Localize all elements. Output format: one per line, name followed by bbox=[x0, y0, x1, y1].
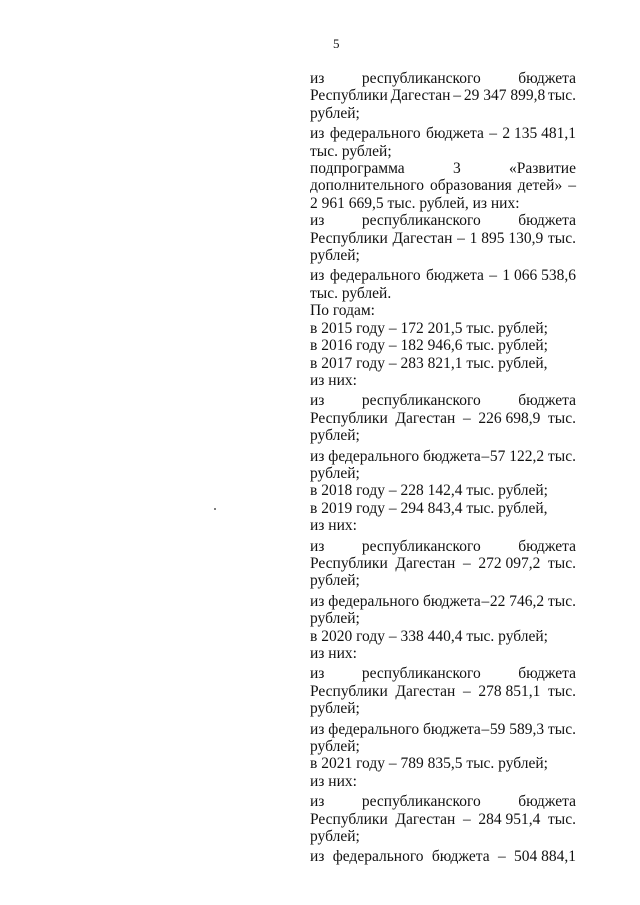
text-word: Дагестан bbox=[395, 409, 456, 427]
text-word: бюджета bbox=[518, 70, 576, 87]
text-line bbox=[310, 555, 576, 572]
page-number: 5 bbox=[333, 36, 340, 51]
text-line: из них: bbox=[310, 517, 357, 535]
text-word: Республики bbox=[310, 682, 388, 700]
text-line: рублей; bbox=[310, 738, 360, 756]
text-word: детей» bbox=[517, 177, 563, 195]
text-line bbox=[310, 811, 576, 828]
text-word: федерального bbox=[329, 125, 421, 143]
text-word: 1 066 538,6 bbox=[502, 267, 576, 285]
text-word: республиканского bbox=[361, 212, 481, 230]
text-word: – bbox=[462, 682, 471, 700]
text-word: 22 746,2 тыс. bbox=[489, 592, 576, 610]
text-word: бюджета bbox=[518, 793, 576, 811]
text-line: из них: bbox=[310, 645, 357, 662]
text-word: 1 895 130,9 bbox=[469, 229, 544, 247]
text-line: в 2020 году – 338 440,4 тыс. рублей; bbox=[310, 627, 548, 645]
text-word: Республики bbox=[310, 810, 388, 828]
text-word: бюджета bbox=[518, 392, 576, 410]
text-line: 2 961 669,5 тыс. рублей, из них: bbox=[310, 194, 520, 212]
text-word: бюджета bbox=[431, 848, 490, 866]
text-word: – bbox=[481, 592, 490, 610]
text-word: из bbox=[310, 848, 325, 866]
text-word: – bbox=[462, 409, 471, 427]
text-line: тыс. рублей. bbox=[310, 284, 392, 302]
text-line bbox=[310, 212, 576, 229]
text-line: из них: bbox=[310, 371, 357, 389]
text-line bbox=[310, 410, 576, 427]
text-word: бюджета bbox=[518, 212, 576, 230]
text-line: в 2019 году – 294 843,4 тыс. рублей, bbox=[310, 499, 548, 517]
text-word: «Развитие bbox=[509, 160, 576, 178]
text-word: Дагестан bbox=[395, 810, 456, 828]
text-line bbox=[310, 683, 576, 700]
text-word: 278 851,1 bbox=[478, 682, 541, 700]
text-line: По годам: bbox=[310, 302, 375, 320]
text-line: рублей; bbox=[310, 572, 360, 590]
scan-speck bbox=[214, 508, 216, 510]
text-word: Республики bbox=[310, 554, 388, 572]
text-line bbox=[310, 793, 576, 810]
text-line: в 2021 году – 789 835,5 тыс. рублей; bbox=[310, 755, 548, 773]
text-word: – bbox=[489, 125, 497, 143]
text-word: – bbox=[489, 267, 497, 285]
text-line bbox=[310, 448, 576, 465]
text-word: 2 135 481,1 bbox=[502, 125, 576, 143]
text-word: республиканского bbox=[361, 70, 481, 87]
text-line: в 2016 году – 182 946,6 тыс. рублей; bbox=[310, 337, 548, 355]
text-word: – bbox=[481, 447, 490, 465]
text-word: Дагестан bbox=[395, 682, 456, 700]
text-word: Республики bbox=[310, 87, 388, 105]
text-line bbox=[310, 538, 576, 555]
text-word: Республики bbox=[310, 409, 388, 427]
text-line bbox=[310, 177, 576, 194]
text-word: федерального bbox=[332, 848, 424, 866]
text-word: Дагестан bbox=[390, 87, 451, 105]
text-word: – bbox=[462, 810, 471, 828]
text-word: Республики bbox=[310, 229, 388, 247]
text-line: рублей; bbox=[310, 464, 360, 482]
text-word: из федерального бюджета bbox=[310, 592, 481, 610]
text-word: республиканского bbox=[361, 793, 481, 811]
text-line: рублей; bbox=[310, 104, 360, 122]
text-word: – bbox=[453, 87, 462, 105]
text-word: тыс. bbox=[548, 682, 576, 700]
text-word: – bbox=[497, 848, 506, 866]
text-word: бюджета bbox=[426, 267, 484, 285]
text-word: из bbox=[310, 392, 325, 410]
text-word: из bbox=[310, 70, 325, 87]
text-word: подпрограмма bbox=[310, 160, 405, 178]
text-line: рублей; bbox=[310, 610, 360, 628]
text-line: в 2018 году – 228 142,4 тыс. рублей; bbox=[310, 482, 548, 500]
text-line bbox=[310, 87, 576, 104]
text-word: – bbox=[568, 177, 576, 195]
text-word: бюджета bbox=[426, 125, 484, 143]
text-line bbox=[310, 665, 576, 682]
text-word: 3 bbox=[452, 160, 461, 178]
text-word: из bbox=[310, 212, 325, 230]
text-word: из bbox=[310, 665, 325, 683]
text-word: из федерального бюджета bbox=[310, 720, 481, 738]
text-word: республиканского bbox=[361, 537, 481, 555]
text-line bbox=[310, 848, 576, 865]
text-word: 29 347 899,8 bbox=[463, 87, 546, 105]
text-word: 504 884,1 bbox=[513, 848, 576, 866]
text-word: из bbox=[310, 537, 325, 555]
text-line bbox=[310, 392, 576, 409]
text-word: из bbox=[310, 125, 325, 143]
text-word: 272 097,2 bbox=[478, 554, 541, 572]
text-line: из них: bbox=[310, 772, 357, 790]
text-word: – bbox=[481, 720, 490, 738]
text-word: бюджета bbox=[518, 537, 576, 555]
text-line bbox=[310, 125, 576, 142]
text-word: 57 122,2 тыс. bbox=[489, 447, 576, 465]
text-line: рублей; bbox=[310, 247, 360, 265]
text-word: из bbox=[310, 793, 325, 811]
text-word: – bbox=[462, 554, 471, 572]
text-line: рублей; bbox=[310, 700, 360, 718]
text-word: тыс. bbox=[548, 554, 576, 572]
text-line: в 2017 году – 283 821,1 тыс. рублей, bbox=[310, 354, 548, 372]
text-word: бюджета bbox=[518, 665, 576, 683]
text-word: тыс. bbox=[548, 409, 576, 427]
text-line: рублей; bbox=[310, 828, 360, 846]
text-line bbox=[310, 230, 576, 247]
text-line bbox=[310, 70, 576, 87]
text-word: 226 698,9 bbox=[478, 409, 541, 427]
text-column bbox=[310, 70, 576, 866]
text-word: Дагестан bbox=[395, 554, 456, 572]
text-word: республиканского bbox=[361, 392, 481, 410]
text-word: тыс. bbox=[548, 229, 576, 247]
text-line bbox=[310, 267, 576, 284]
text-word: дополнительного bbox=[310, 177, 425, 195]
text-word: 59 589,3 тыс. bbox=[489, 720, 576, 738]
text-word: – bbox=[457, 229, 465, 247]
text-line: рублей; bbox=[310, 427, 360, 445]
text-line bbox=[310, 721, 576, 738]
text-word: тыс. bbox=[548, 810, 576, 828]
text-line: тыс. рублей; bbox=[310, 142, 392, 160]
text-word: образования bbox=[430, 177, 512, 195]
text-word: Дагестан bbox=[392, 229, 453, 247]
text-line: в 2015 году – 172 201,5 тыс. рублей; bbox=[310, 319, 548, 337]
text-word: из федерального бюджета bbox=[310, 447, 481, 465]
text-word: республиканского bbox=[361, 665, 481, 683]
text-line bbox=[310, 160, 576, 177]
text-word: тыс. bbox=[548, 87, 576, 105]
text-line bbox=[310, 593, 576, 610]
text-word: из bbox=[310, 267, 325, 285]
text-word: федерального bbox=[329, 267, 421, 285]
text-word: 284 951,4 bbox=[478, 810, 541, 828]
